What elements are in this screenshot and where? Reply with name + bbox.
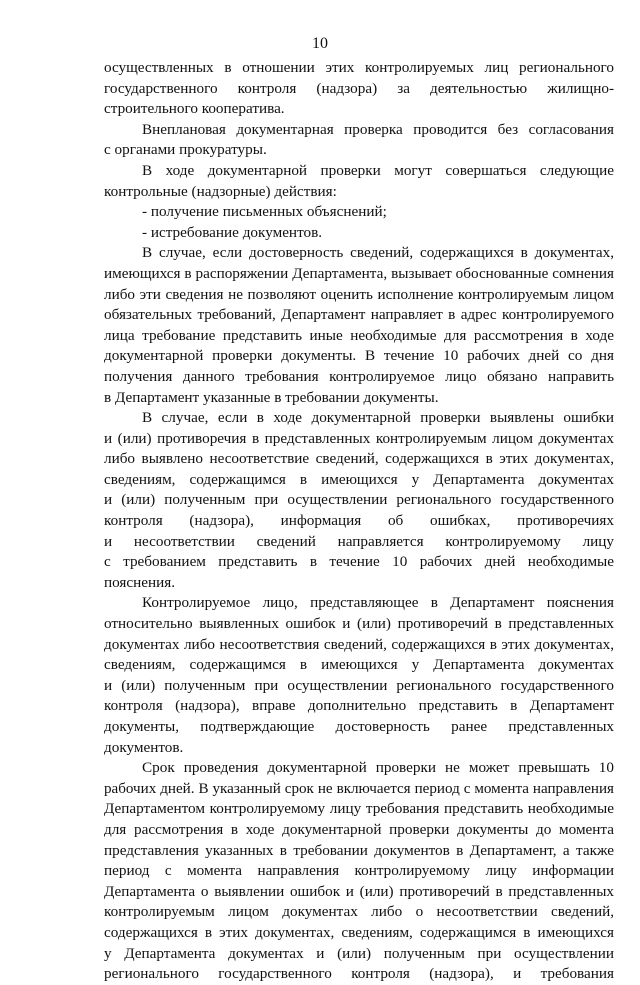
text-line: представления указанных в требовании документов в Департамент, а также	[104, 841, 614, 859]
text-line: сведениям, содержащимся в имеющихся у Департамента документах	[104, 470, 614, 488]
text-line: строительного кооператива.	[104, 100, 285, 118]
text-line: период с момента направления контролируемому лицу информации	[104, 862, 614, 880]
text-line: для рассмотрения в ходе документарной проверки документы до момента	[104, 820, 614, 838]
text-line: Срок проведения документарной проверки не может превышать 10	[142, 759, 614, 777]
text-line: с органами прокуратуры.	[104, 141, 267, 159]
text-line: контролируемым лицом документах либо о несоответствии сведений,	[104, 903, 614, 921]
text-line: содержащихся в этих документах, сведениям, содержащимся в имеющихся	[104, 923, 614, 941]
page-number: 10	[312, 35, 328, 52]
text-line: сведениям, содержащимся в имеющихся у Департамента документах	[104, 656, 614, 674]
text-line: и (или) противоречия в представленных контролируемым лицом документах	[104, 429, 614, 447]
text-line: регионального государственного контроля (надзора), и требования	[104, 965, 614, 983]
text-line: контроля (надзора), информация об ошибках, противоречиях	[104, 512, 614, 530]
text-line: контрольные (надзорные) действия:	[104, 182, 337, 200]
text-line: относительно выявленных ошибок и (или) противоречий в представленных	[104, 615, 614, 633]
text-line: и (или) полученным при осуществлении регионального государственного	[104, 491, 614, 509]
text-line: лица требование представить иные необходимые для рассмотрения в ходе	[104, 326, 614, 344]
document-body	[104, 58, 614, 985]
text-line: либо эти сведения не позволяют оценить исполнение контролируемым лицом	[104, 285, 614, 303]
text-line: В случае, если в ходе документарной проверки выявлены ошибки	[142, 409, 614, 427]
text-line: имеющихся в распоряжении Департамента, вызывает обоснованные сомнения	[104, 264, 614, 282]
text-line: пояснения.	[104, 573, 176, 591]
text-line: документов.	[104, 738, 184, 756]
text-line: осуществленных в отношении этих контролируемых лиц регионального	[104, 59, 614, 76]
text-line: документарной проверки документы. В течение 10 рабочих дней со дня	[104, 347, 614, 365]
text-line: государственного контроля (надзора) за деятельностью жилищно-	[104, 79, 614, 97]
text-line: контроля (надзора), вправе дополнительно представить в Департамент	[104, 697, 614, 715]
text-line: получения данного требования контролируемое лицо обязано направить	[104, 367, 614, 385]
text-line: и (или) полученным при осуществлении регионального государственного	[104, 676, 614, 694]
text-line: обязательных требований, Департамент направляет в адрес контролируемого	[104, 306, 614, 324]
text-line: Департамента о выявлении ошибок и (или) противоречий в представленных	[104, 882, 614, 900]
text-line: В случае, если достоверность сведений, содержащихся в документах,	[142, 244, 614, 262]
text-line: либо выявлено несоответствие сведений, содержащихся в этих документах,	[104, 450, 614, 468]
text-line: документы, подтверждающие достоверность ранее представленных	[104, 718, 614, 735]
text-line: Департаментом контролируемому лицу требования представить необходимые	[104, 800, 614, 818]
text-line: документах либо несоответствия сведений, содержащихся в этих документах,	[104, 635, 614, 653]
text-line: с требованием представить в течение 10 рабочих дней необходимые	[104, 553, 614, 571]
text-line: у Департамента документах и (или) полученным при осуществлении	[104, 944, 614, 962]
text-line: Внеплановая документарная проверка проводится без согласования	[142, 120, 614, 138]
text-line: - получение письменных объяснений;	[142, 203, 387, 221]
text-line: Контролируемое лицо, представляющее в Департамент пояснения	[142, 594, 614, 612]
text-line: в Департамент указанные в требовании документы.	[104, 388, 439, 406]
text-line: В ходе документарной проверки могут совершаться следующие	[142, 161, 614, 179]
text-line: рабочих дней. В указанный срок не включается период с момента направления	[104, 780, 614, 797]
text-line: - истребование документов.	[142, 223, 323, 241]
text-line: и несоответствии сведений направляется контролируемому лицу	[104, 532, 614, 550]
